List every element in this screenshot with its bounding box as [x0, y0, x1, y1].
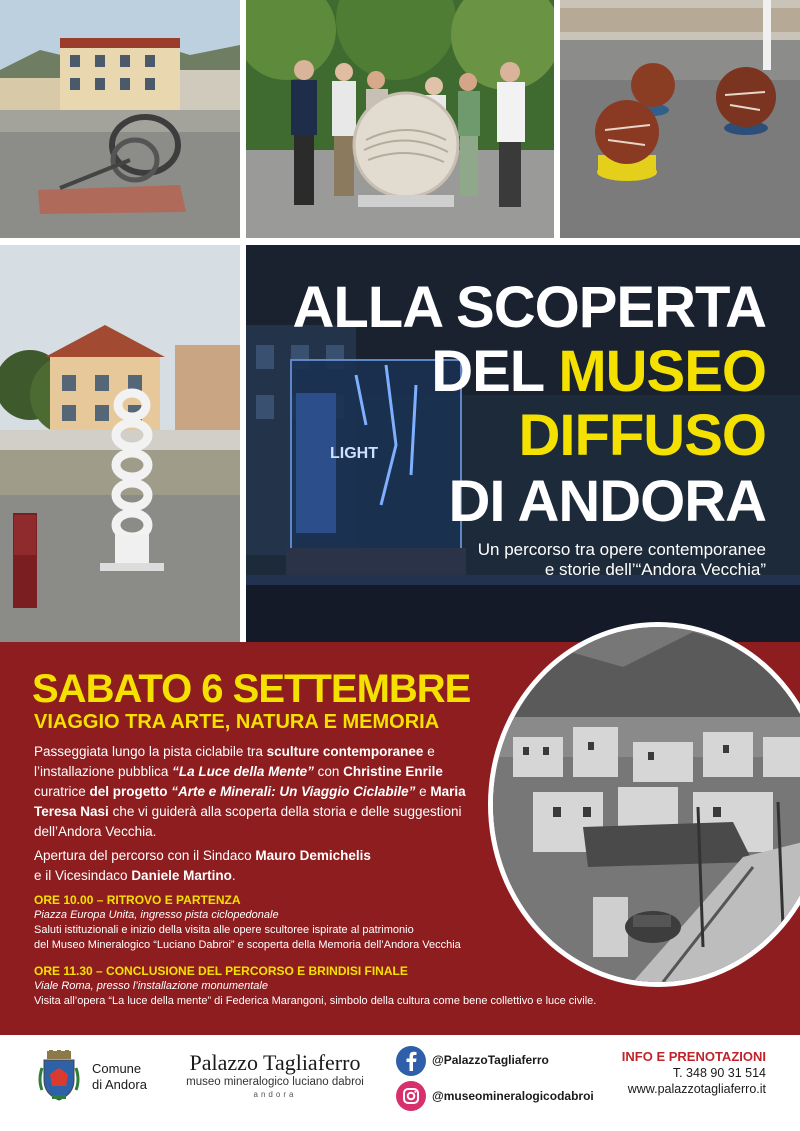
mayor-name: Mauro Demichelis — [255, 848, 371, 863]
schedule-item-1 — [34, 893, 774, 953]
desc-guide-name: Maria Teresa Nasi — [34, 784, 466, 819]
schedule-desc: Visita all’opera “La luce della mente” di Federica Marangoni, simbolo della cultura come bene collettivo e luce civile. — [34, 995, 597, 1007]
schedule-desc: del Museo Mineralogico “Luciano Dabroi” e scoperta della Memoria dell’Andora Vecchia — [34, 939, 461, 951]
opening-text: e il Vicesindaco — [34, 868, 132, 883]
desc-text: con — [313, 764, 344, 779]
schedule-item-2 — [34, 964, 774, 1009]
desc-text: Passeggiata lungo la pista ciclabile tra — [34, 744, 267, 759]
info-block — [622, 1049, 766, 1097]
desc-text: e l’installazione pubblica — [34, 744, 435, 779]
title-subtitle — [366, 540, 766, 580]
schedule-place: Viale Roma, presso l’installazione monumentale — [34, 980, 268, 992]
info-title: INFO E PRENOTAZIONI — [621, 1049, 766, 1064]
opening-text: Apertura del percorso con il Sindaco — [34, 848, 256, 863]
comune-line-2: di Andora — [92, 1077, 147, 1092]
schedule-desc: Saluti istituzionali e inizio della visita alle opere scultoree ispirate al patrimonio — [34, 924, 414, 936]
schedule-heading: ORE 10.00 – RITROVO E PARTENZA — [34, 893, 241, 907]
event-opening — [34, 846, 484, 886]
photo-white-column-sculpture — [0, 245, 240, 642]
photo-spheres-sculpture — [560, 0, 800, 238]
desc-text: e — [415, 784, 431, 799]
vice-mayor-name: Daniele Martino — [131, 868, 232, 883]
coat-of-arms-icon — [38, 1050, 80, 1102]
light-sign-text: LIGHT — [330, 445, 378, 462]
info-website[interactable]: www.palazzotagliaferro.it — [627, 1082, 766, 1096]
info-phone[interactable]: T. 348 90 31 514 — [672, 1066, 766, 1080]
event-date: SABATO 6 SETTEMBRE — [32, 667, 471, 711]
comune-line-1: Comune — [92, 1061, 142, 1076]
subtitle-line-2: e storie dell’“Andora Vecchia” — [544, 560, 766, 579]
title-line-3: DIFFUSO — [518, 403, 766, 468]
desc-text: che vi guiderà alla scoperta della storia e delle suggestioni dell’Andora Vecchia. — [34, 804, 462, 839]
event-description — [34, 742, 484, 842]
desc-bold-sculptures: sculture contemporanee — [266, 744, 424, 759]
title-line-2 — [431, 340, 766, 404]
palazzo-city: andora — [253, 1090, 297, 1099]
schedule-place: Piazza Europa Unita, ingresso pista ciclopedonale — [34, 909, 279, 921]
desc-text: curatrice — [34, 784, 90, 799]
facebook-icon[interactable] — [396, 1046, 426, 1076]
palazzo-logo — [184, 1051, 366, 1101]
title-line-2-white: DEL — [431, 339, 559, 404]
opening-text: . — [231, 868, 236, 883]
title-line-4: DI ANDORA — [448, 469, 766, 534]
desc-bold-project: del progetto — [89, 784, 168, 799]
instagram-icon[interactable] — [396, 1081, 426, 1111]
photo-ring-sculpture — [0, 0, 240, 238]
title-line-1: ALLA SCOPERTA — [292, 275, 766, 340]
event-tagline: VIAGGIO TRA ARTE, NATURA E MEMORIA — [34, 711, 440, 733]
desc-installation-title: “La Luce della Mente” — [172, 764, 314, 779]
photo-group-disc-sculpture — [246, 0, 554, 238]
instagram-handle[interactable]: @museomineralogicodabroi — [432, 1089, 594, 1103]
desc-curator-name: Christine Enrile — [343, 764, 443, 779]
schedule-heading: ORE 11.30 – CONCLUSIONE DEL PERCORSO E BRINDISI FINALE — [34, 964, 408, 978]
facebook-handle[interactable]: @PalazzoTagliaferro — [432, 1053, 549, 1067]
palazzo-subtitle: museo mineralogico luciano dabroi — [186, 1076, 364, 1088]
palazzo-name: Palazzo Tagliaferro — [189, 1050, 361, 1075]
desc-project-title: “Arte e Minerali: Un Viaggio Ciclabile” — [171, 784, 416, 799]
title-line-2-yellow: MUSEO — [558, 339, 766, 404]
subtitle-line-1: Un percorso tra opere contemporanee — [477, 540, 766, 559]
comune-label — [92, 1061, 147, 1093]
